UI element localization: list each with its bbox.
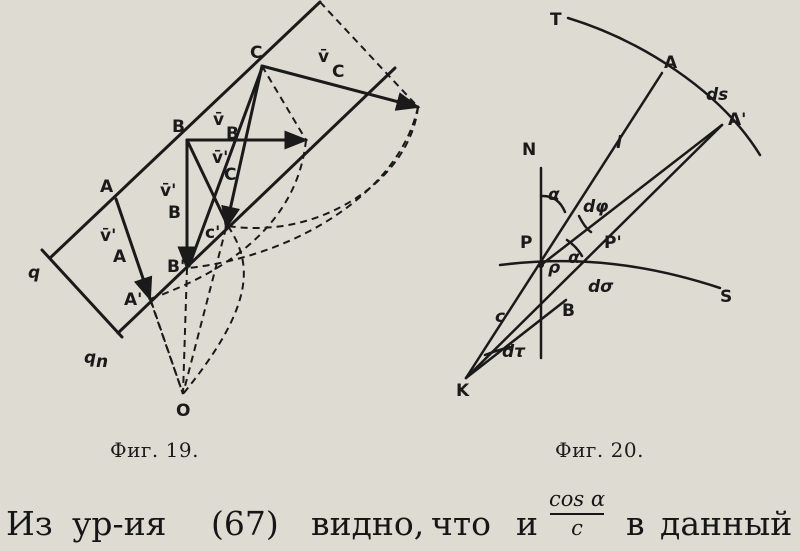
label-T: T	[550, 10, 562, 30]
label-N: N	[522, 140, 537, 160]
word: что	[431, 504, 491, 543]
label-vC-prime: v̄'	[212, 148, 229, 168]
label-A-prime: A'	[728, 110, 747, 130]
word: Из	[6, 504, 53, 543]
fraction	[546, 486, 608, 540]
label-dsigma: dσ	[588, 277, 614, 297]
svg-text:n: n	[96, 352, 109, 372]
label-q: q	[28, 263, 41, 283]
label-vB-prime: v̄'	[160, 181, 177, 201]
label-dtau: dτ	[502, 342, 526, 362]
label-vB: v̄	[213, 110, 225, 130]
caption-figure-19: Фиг. 19.	[110, 438, 199, 462]
word: (67)	[211, 504, 279, 543]
label-B-prime: B'	[167, 257, 186, 277]
body-text-line	[6, 484, 799, 550]
label-A: A	[100, 177, 114, 197]
line-K-Aprime	[466, 125, 722, 378]
figure-19	[0, 0, 440, 440]
label-ds: ds	[706, 85, 729, 105]
figure-20	[456, 0, 800, 440]
label-O: O	[176, 401, 191, 421]
label-B: B	[562, 301, 575, 321]
line-K-A	[466, 73, 662, 378]
line-upper	[50, 2, 320, 258]
caption-figure-20: Фиг. 20.	[555, 438, 644, 462]
word: ур-ия	[72, 504, 167, 543]
svg-text:A: A	[113, 247, 127, 267]
word: и	[516, 504, 538, 543]
label-S: S	[720, 287, 733, 307]
svg-text:C: C	[224, 165, 237, 185]
label-alpha-mid: α	[568, 248, 580, 268]
line-q	[42, 250, 122, 337]
label-dphi: dφ	[583, 197, 609, 217]
label-qn: q	[84, 348, 97, 368]
svg-text:C: C	[332, 62, 345, 82]
label-K: K	[456, 381, 470, 401]
label-vC: v̄	[318, 47, 330, 67]
label-A: A	[664, 53, 678, 73]
label-B: B	[172, 117, 185, 137]
label-rho: ρ	[548, 258, 561, 278]
label-c: c	[495, 307, 506, 327]
svg-text:B: B	[226, 124, 239, 144]
label-P-prime: P'	[604, 233, 622, 253]
word: в	[626, 504, 645, 543]
curve-T	[568, 18, 760, 155]
fraction-numerator: cos α	[548, 487, 606, 511]
line-P-Aprime	[541, 125, 722, 265]
label-vA-prime: v̄'	[100, 226, 117, 246]
label-P: P	[520, 233, 533, 253]
svg-text:B: B	[168, 203, 181, 223]
word: видно,	[311, 504, 425, 543]
label-alpha-top: α	[548, 185, 560, 205]
label-A-prime: A'	[124, 290, 143, 310]
label-c-prime: c'	[205, 223, 221, 243]
line-K-B	[466, 300, 566, 378]
word: данный	[660, 504, 793, 543]
label-C: C	[250, 43, 263, 63]
fraction-denominator: c	[571, 516, 583, 540]
label-l: l	[616, 133, 622, 153]
